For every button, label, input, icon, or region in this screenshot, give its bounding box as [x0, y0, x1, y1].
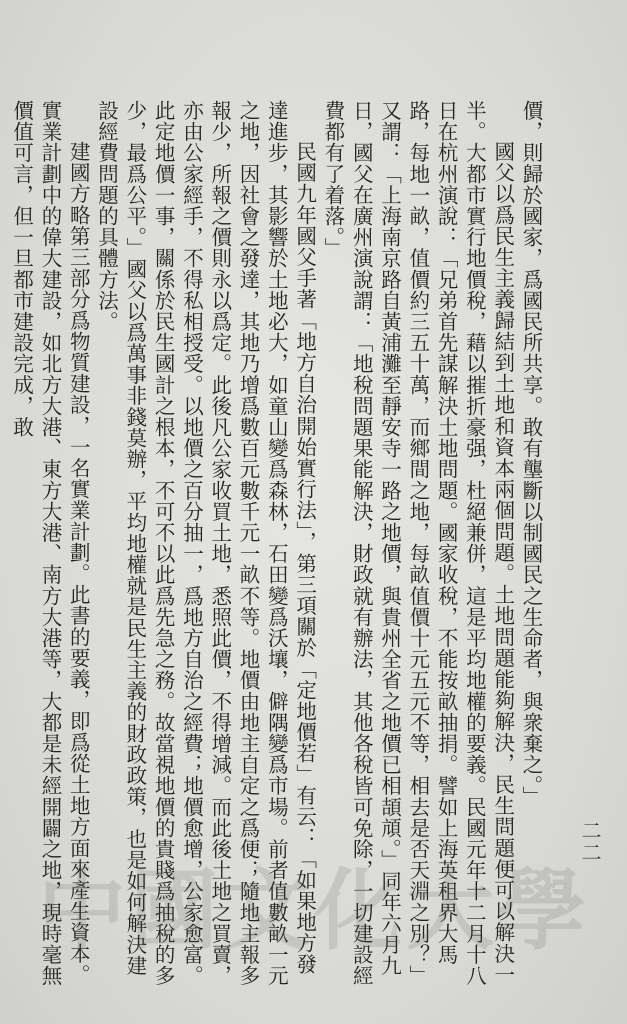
paragraph-industrial-plan: 建國方略第三部分爲物質建設，一名實業計劃。此書的要義，即爲從土地方面來產生資本。實業計劃中的偉大建設，如北方大港、東方大港、南方大港等，大都是未經開闢之地，現時毫無價值可言，但一旦都市建設完成，敢: [9, 100, 91, 987]
university-watermark: 中國文化大學: [38, 859, 591, 962]
paragraph-continuation: 價，則歸於國家，爲國民所共享。敢有壟斷以制國民之生命者，與衆棄之。」: [519, 100, 543, 808]
vertical-text-body: [5, 100, 545, 990]
page-number: 二二: [578, 820, 602, 864]
paragraph-local-self-government: 民國九年國父手著「地方自治開始實行法」，第三項關於「定地價若」有云：「如果地方發達進步，其影響於土地必大，如童山變爲森林，石田變爲沃壤，僻隅變爲市場。前者值數畝一元之地，因社會之發達，其地乃增爲數百元數千元一畝不等。地價由地主自定之爲便；隨地主報多報少，所報之價則永以爲定。此後凡公家收買土地，悉照此價，不得增減。而此後土地之買賣，亦由公家經手，不得私相授受。以地價之百分抽一，爲地方自治之經費；地價愈增，公家愈富。此定地價一事，關係於民生國計之根本，不可不以此爲先急之務。故當視地價的貴賤爲抽稅的多少，最爲公平。」國父以爲萬事非錢莫辦，平均地權就是民生主義的財政政策，也是如何解決建設經費問題的具體方法。: [94, 100, 317, 987]
paragraph-land-and-capital: 國父以爲民生主義歸結到土地和資本兩個問題。土地問題能夠解決，民生問題便可以解決一半。大都市實行地價稅，藉以摧折豪强，杜絕兼併，這是平均地權的要義。民國元年十二月十八日在杭州演說：「兄弟首先謀解決土地問題。國家收稅，不能按畝抽捐。譬如上海英租界大馬路，每地一畝，值價約三五十萬，而鄉間之地，每畝值價十元五元不等，相去是否天淵之別？」又謂：「上海南京路自黃浦灘至靜安寺一路之地價，與貴州全省之地價已相頡頏。」同年六月九日，國父在廣州演說謂：「地稅問題果能解決，財政就有辦法，其他各稅皆可免除，一切建設經費都有了着落。」: [320, 100, 515, 987]
